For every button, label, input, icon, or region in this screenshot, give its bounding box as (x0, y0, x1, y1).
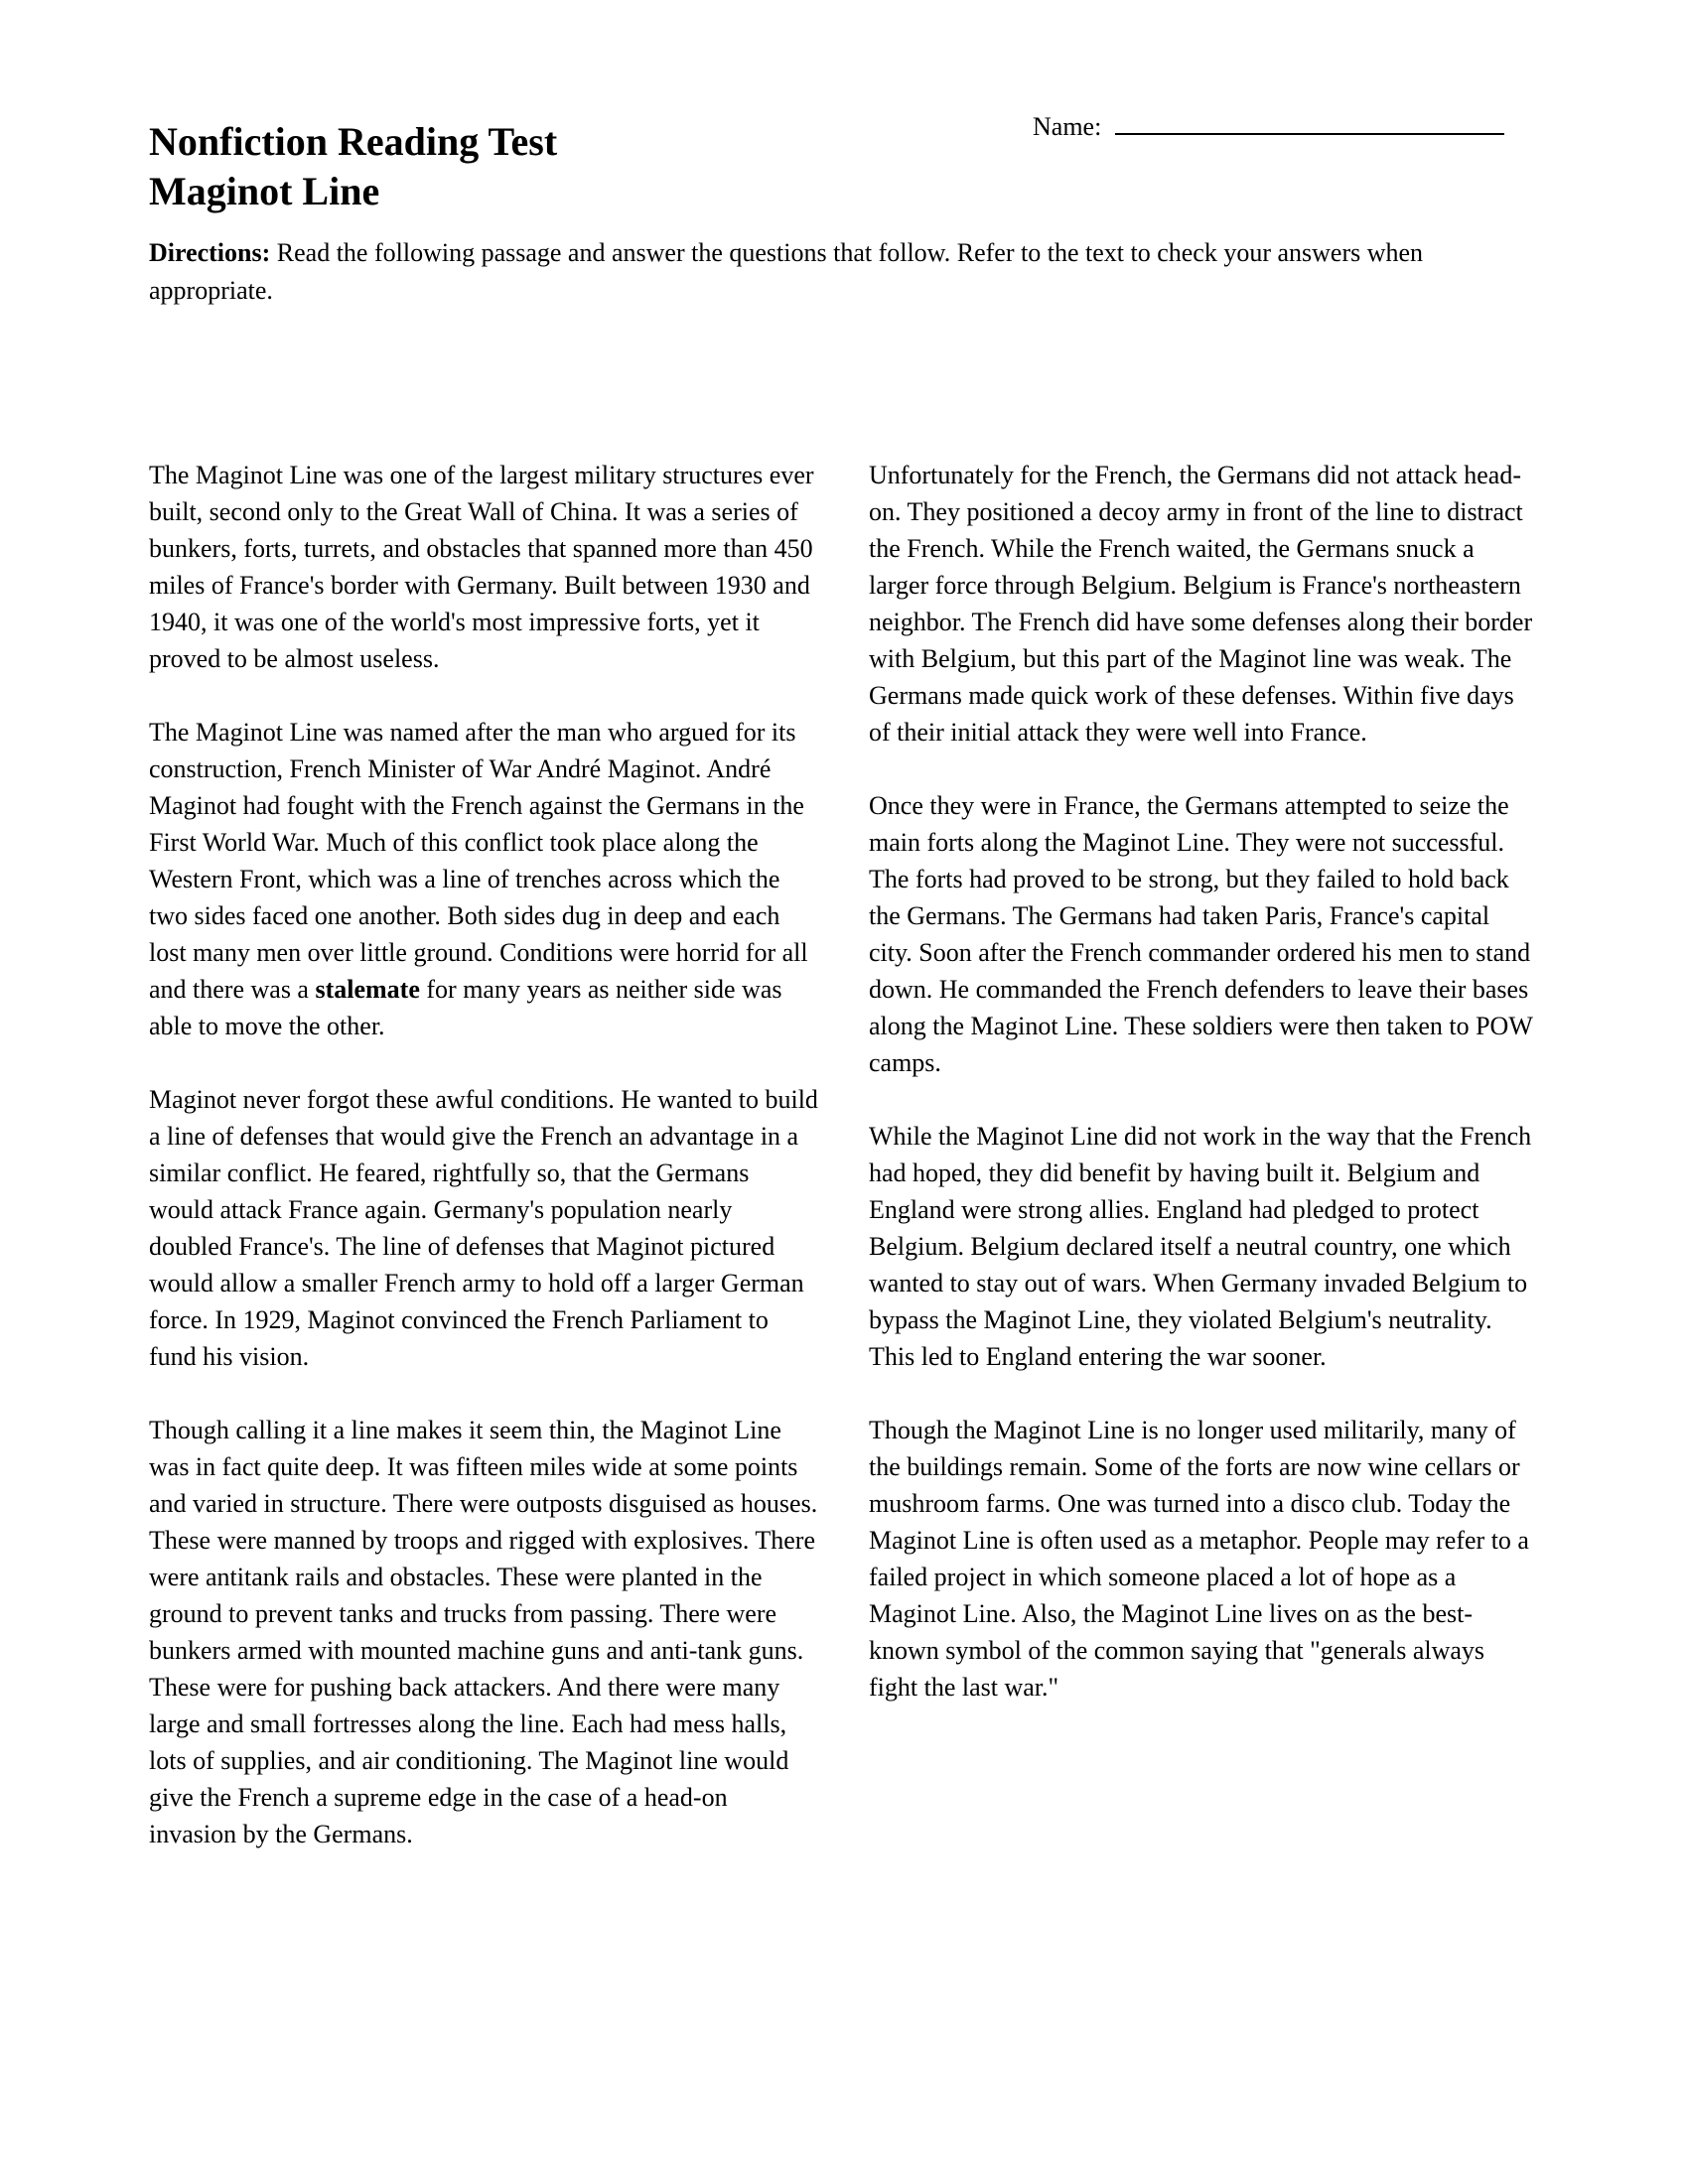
paragraph-text: Unfortunately for the French, the Germans did not attack head-on. They positioned a decoy army in front of the line to distract the French. While the French waited, the Germans snuck a larger force through Belgium. Belgium is France's northeastern neighbor. The French did have some defenses along their border with Belgium, but this part of the Maginot line was weak. The Germans made quick work of these defenses. Within five days of their initial attack they were well into France. (869, 461, 1533, 747)
paragraph-1 (149, 457, 819, 677)
passage (149, 457, 1539, 1889)
name-blank-line (1115, 103, 1504, 135)
paragraph-text: Though the Maginot Line is no longer used militarily, many of the buildings remain. Some of the forts are now wine cellars or mushroom farms. One was turned into a disco club. Today the Maginot Line is often used as a metaphor. People may refer to a failed project in which someone placed a lot of hope as a Maginot Line. Also, the Maginot Line lives on as the best-known symbol of the common saying that "generals always fight the last war." (869, 1416, 1529, 1702)
directions-label: Directions: (149, 238, 271, 267)
name-row (1033, 103, 1504, 142)
paragraph-text: for many years as neither side was able to move the other. (149, 975, 782, 1040)
page-subtitle: Maginot Line (149, 169, 380, 213)
name-label: Name: (1033, 112, 1102, 141)
paragraph-4 (149, 1412, 819, 1852)
paragraph-8 (869, 1412, 1539, 1706)
passage-column-left (149, 457, 819, 1889)
paragraph-6 (869, 787, 1539, 1081)
page-title: Nonfiction Reading Test (149, 119, 558, 164)
bold-term-stalemate: stalemate (315, 975, 420, 1004)
directions (149, 234, 1539, 310)
paragraph-text: The Maginot Line was named after the man who argued for its construction, French Minister of War André Maginot. André Maginot had fought with the French against the Germans in the First World War. Much of this conflict took place along the Western Front, which was a line of trenches across which the two sides faced one another. Both sides dug in deep and each lost many men over little ground. Conditions were horrid for all and there was a (149, 718, 808, 1004)
paragraph-2 (149, 714, 819, 1044)
directions-text: Read the following passage and answer the questions that follow. Refer to the text to check your answers when appropriate. (149, 238, 1424, 305)
paragraph-3 (149, 1081, 819, 1375)
paragraph-text: While the Maginot Line did not work in the way that the French had hoped, they did benefit by having built it. Belgium and England were strong allies. England had pledged to protect Belgium. Belgium declared itself a neutral country, one which wanted to stay out of wars. When Germany invaded Belgium to bypass the Maginot Line, they violated Belgium's neutrality. This led to England entering the war sooner. (869, 1122, 1532, 1371)
paragraph-5 (869, 457, 1539, 751)
paragraph-7 (869, 1118, 1539, 1375)
paragraph-text: Maginot never forgot these awful conditions. He wanted to build a line of defenses that would give the French an advantage in a similar conflict. He feared, rightfully so, that the Germans would attack France again. Germany's population nearly doubled France's. The line of defenses that Maginot pictured would allow a smaller French army to hold off a larger German force. In 1929, Maginot convinced the French Parliament to fund his vision. (149, 1085, 818, 1371)
paragraph-text: The Maginot Line was one of the largest military structures ever built, second only to the Great Wall of China. It was a series of bunkers, forts, turrets, and obstacles that spanned more than 450 miles of France's border with Germany. Built between 1930 and 1940, it was one of the world's most impressive forts, yet it proved to be almost useless. (149, 461, 814, 673)
paragraph-text: Once they were in France, the Germans attempted to seize the main forts along the Maginot Line. They were not successful. The forts had proved to be strong, but they failed to hold back the Germans. The Germans had taken Paris, France's capital city. Soon after the French commander ordered his men to stand down. He commanded the French defenders to leave their bases along the Maginot Line. These soldiers were then taken to POW camps. (869, 791, 1533, 1077)
passage-column-right (869, 457, 1539, 1889)
paragraph-text: Though calling it a line makes it seem thin, the Maginot Line was in fact quite deep. It was fifteen miles wide at some points and varied in structure. There were outposts disguised as houses. These were manned by troops and rigged with explosives. There were antitank rails and obstacles. These were planted in the ground to prevent tanks and trucks from passing. There were bunkers armed with mounted machine guns and anti-tank guns. These were for pushing back attackers. And there were many large and small fortresses along the line. Each had mess halls, lots of supplies, and air conditioning. The Maginot line would give the French a supreme edge in the case of a head-on invasion by the Germans. (149, 1416, 818, 1848)
